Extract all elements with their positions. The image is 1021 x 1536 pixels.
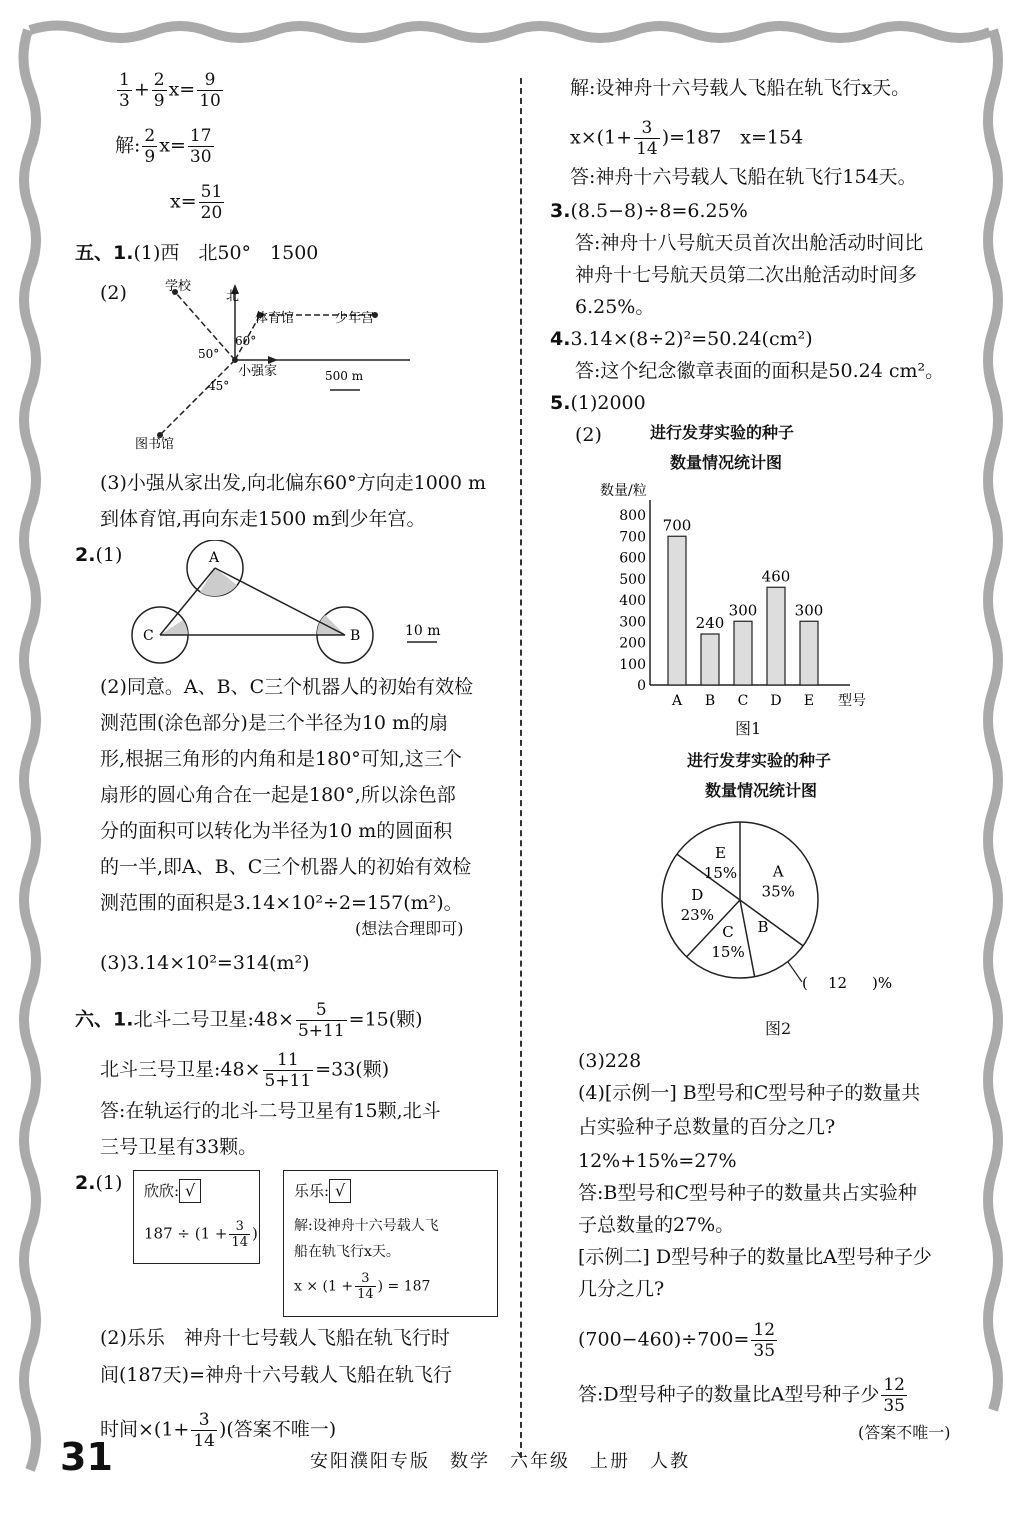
section-5-q1-2: (2): [100, 282, 127, 304]
q5-4-line: 几分之几?: [578, 1278, 665, 1300]
x-tick-label: E: [803, 693, 815, 709]
bar-C: [734, 621, 752, 685]
x-tick-label: B: [704, 693, 716, 709]
equation-3: x= $\frac{51}{20}$: [170, 182, 223, 223]
map-youth-palace: 少年宫: [335, 311, 375, 326]
equation-2: 解: $\frac{2}{9}$ x= $\frac{17}{30}$: [115, 126, 212, 167]
q5-1: 5.(1)2000: [550, 392, 646, 414]
q2-2-line: 扇形的圆心角合在一起是180°,所以涂色部: [100, 784, 456, 806]
map-angle-60: 60°: [235, 334, 257, 348]
note-not-unique: (答案不唯一): [858, 1423, 951, 1442]
section-6-ans2: 三号卫星有33颗。: [100, 1136, 258, 1158]
q2-1: 2.(1): [75, 544, 123, 566]
bar-value-label: 460: [761, 567, 791, 586]
map-north: 北: [226, 289, 240, 304]
pie-value-label: 15%: [703, 863, 738, 882]
xinxin-check: √: [179, 1179, 201, 1203]
bar-D: [767, 587, 785, 685]
q6-2-2b: 间(187天)=神舟十六号载人飞船在轨飞行: [100, 1364, 453, 1386]
pie-label: D: [691, 886, 704, 905]
circle-b-label: B: [350, 628, 361, 644]
q5-calc: (700−460)÷700= $\frac{12}{35}$: [578, 1320, 776, 1361]
y-tick-label: 0: [637, 678, 646, 694]
q5-4-line: 占实验种子总数量的百分之几?: [578, 1116, 836, 1138]
map-home: 小强家: [238, 364, 278, 379]
q4-ans: 答:这个纪念徽章表面的面积是50.24 cm²。: [575, 360, 945, 382]
y-tick-label: 600: [619, 550, 646, 567]
footer-text: 安阳濮阳专版 数学 六年级 上册 人教: [310, 1451, 690, 1472]
r-line1: 解:设神舟十六号载人飞船在轨飞行x天。: [570, 77, 911, 99]
q5-4-line: 答:B型号和C型号种子的数量共占实验种: [578, 1182, 917, 1204]
bar-E: [800, 621, 818, 685]
q3: 3.(8.5−8)÷8=6.25%: [550, 200, 748, 222]
q2-2-line: 测范围(涂色部分)是三个半径为10 m的扇: [100, 712, 449, 734]
pie-chart: [650, 810, 910, 1000]
xinxin-box: 欣欣: √ 187 ÷ (1 + $\frac{3}{14}$ ): [133, 1170, 260, 1264]
pie-value-label: 15%: [711, 943, 745, 962]
section-5-q1-3a: (3)小强从家出发,向北偏东60°方向走1000 m: [100, 472, 487, 494]
fig1-caption: 图1: [735, 719, 762, 738]
bar-value-label: 300: [794, 601, 824, 620]
q4: 4.3.14×(8÷2)²=50.24(cm²): [550, 328, 813, 350]
lele-box: 乐乐: √ 解:设神舟十六号载人飞 船在轨飞行x天。 x × (1 + $\frac{3}{14}$ ) = 187: [283, 1170, 498, 1317]
q6-2-2a: (2)乐乐 神舟十七号载人飞船在轨飞行时: [100, 1327, 450, 1349]
pie-b-answer: 12: [828, 974, 848, 992]
y-tick-label: 300: [619, 614, 646, 631]
q2-2-line: (2)同意。A、B、C三个机器人的初始有效检: [100, 676, 474, 698]
circle-scale: 10 m: [405, 623, 441, 639]
bar-B: [701, 634, 719, 685]
section-6-q1-b: 北斗三号卫星:48× $\frac{11}{5+11}$ =33(颗): [100, 1050, 390, 1091]
x-tick-label: A: [671, 693, 683, 709]
pie-slice-B: [740, 900, 803, 946]
section-6-q1-a: 六、1.北斗二号卫星:48× $\frac{5}{5+11}$ =15(颗): [75, 1000, 423, 1041]
q6-2-2c: 时间×(1+ $\frac{3}{14}$ )(答案不唯一): [100, 1410, 337, 1451]
map-library: 图书馆: [135, 437, 175, 452]
y-tick-label: 800: [619, 508, 646, 524]
page-number: 31: [60, 1435, 113, 1479]
bar-A: [668, 536, 686, 685]
page-footer: [60, 1435, 990, 1485]
pie-value-label: 23%: [680, 906, 714, 925]
lele-check: √: [329, 1179, 351, 1203]
map-gym: 体育馆: [255, 311, 295, 326]
section-6-ans1: 答:在轨运行的北斗二号卫星有15颗,北斗: [100, 1100, 441, 1122]
q3-ans: 神舟十七号航天员第二次出舱活动时间多: [575, 264, 918, 286]
direction-map: [120, 270, 410, 460]
x-tick-label: C: [737, 693, 749, 709]
bar-value-label: 240: [695, 614, 725, 632]
y-tick-label: 200: [619, 635, 646, 652]
bar-chart-subtitle: 数量情况统计图: [670, 453, 783, 472]
q2-2-line: 形,根据三角形的内角和是180°可知,这三个: [100, 748, 462, 770]
q5-2: (2): [575, 424, 602, 446]
map-angle-50: 50°: [198, 347, 220, 361]
pie-b-answer-close: )%: [872, 974, 893, 992]
q5-3: (3)228: [578, 1050, 642, 1072]
pie-label: B: [757, 918, 769, 937]
y-tick-label: 500: [619, 571, 646, 588]
q5-4-line: [示例二] D型号种子的数量比A型号种子少: [578, 1246, 932, 1268]
y-tick-label: 700: [619, 529, 646, 546]
q5-4-line: 子总数量的27%。: [578, 1214, 735, 1236]
pie-chart-subtitle: 数量情况统计图: [705, 781, 818, 800]
circle-a-label: A: [209, 550, 220, 566]
pie-b-answer-open: (: [802, 974, 808, 992]
map-scale: 500 m: [325, 369, 364, 383]
bar-value-label: 300: [728, 601, 758, 620]
section-5-q1: 五、1.(1)西 北50° 1500: [75, 242, 319, 264]
q2-2-line: 的一半,即A、B、C三个机器人的初始有效检: [100, 856, 472, 878]
q6-2-1: 2.(1): [75, 1172, 123, 1194]
pie-label: C: [722, 923, 734, 942]
bar-chart-title: 进行发芽实验的种子: [650, 423, 795, 442]
r-line2: x×(1+ $\frac{3}{14}$ )=187 x=154: [570, 118, 804, 159]
q5-4-line: 12%+15%=27%: [578, 1150, 737, 1172]
x-tick-label: D: [770, 693, 782, 709]
fig2-caption: 图2: [765, 1019, 792, 1038]
y-axis-label: 数量/粒: [600, 483, 647, 499]
y-tick-label: 400: [619, 593, 646, 609]
q2-2-line: 测范围的面积是3.14×10²÷2=157(m²)。: [100, 892, 463, 914]
column-divider: [520, 78, 522, 1458]
equation-1: $\frac{1}{3}$ + $\frac{2}{9}$ x= $\frac{9}{10}$: [119, 70, 221, 111]
bar-chart: [600, 475, 900, 715]
q2-3: (3)3.14×10²=314(m²): [100, 952, 310, 974]
q2-2-line: 分的面积可以转化为半径为10 m的圆面积: [100, 820, 453, 842]
q3-ans: 答:神舟十八号航天员首次出舱活动时间比: [575, 232, 924, 254]
circle-diagram: [125, 540, 485, 670]
pie-chart-title: 进行发芽实验的种子: [687, 751, 832, 770]
pie-label: A: [772, 862, 784, 881]
circle-c-label: C: [143, 628, 154, 644]
bar-value-label: 700: [662, 516, 692, 535]
pie-label: E: [715, 843, 727, 862]
r-line3: 答:神舟十六号载人飞船在轨飞行154天。: [570, 166, 917, 188]
map-school: 学校: [165, 279, 192, 294]
pie-slice-C: [740, 900, 755, 977]
q5-4-line: (4)[示例一] B型号和C型号种子的数量共: [578, 1082, 921, 1104]
x-axis-label: 型号: [838, 693, 866, 709]
section-5-q1-3b: 到体育馆,再向东走1500 m到少年宫。: [100, 508, 426, 530]
q3-ans: 6.25%。: [575, 296, 655, 318]
pie-value-label: 35%: [761, 882, 795, 901]
y-tick-label: 100: [619, 656, 646, 673]
map-angle-45: 45°: [208, 379, 230, 393]
note-reasonable: (想法合理即可): [355, 919, 464, 938]
q5-ans: 答:D型号种子的数量比A型号种子少 $\frac{12}{35}$: [578, 1375, 905, 1416]
